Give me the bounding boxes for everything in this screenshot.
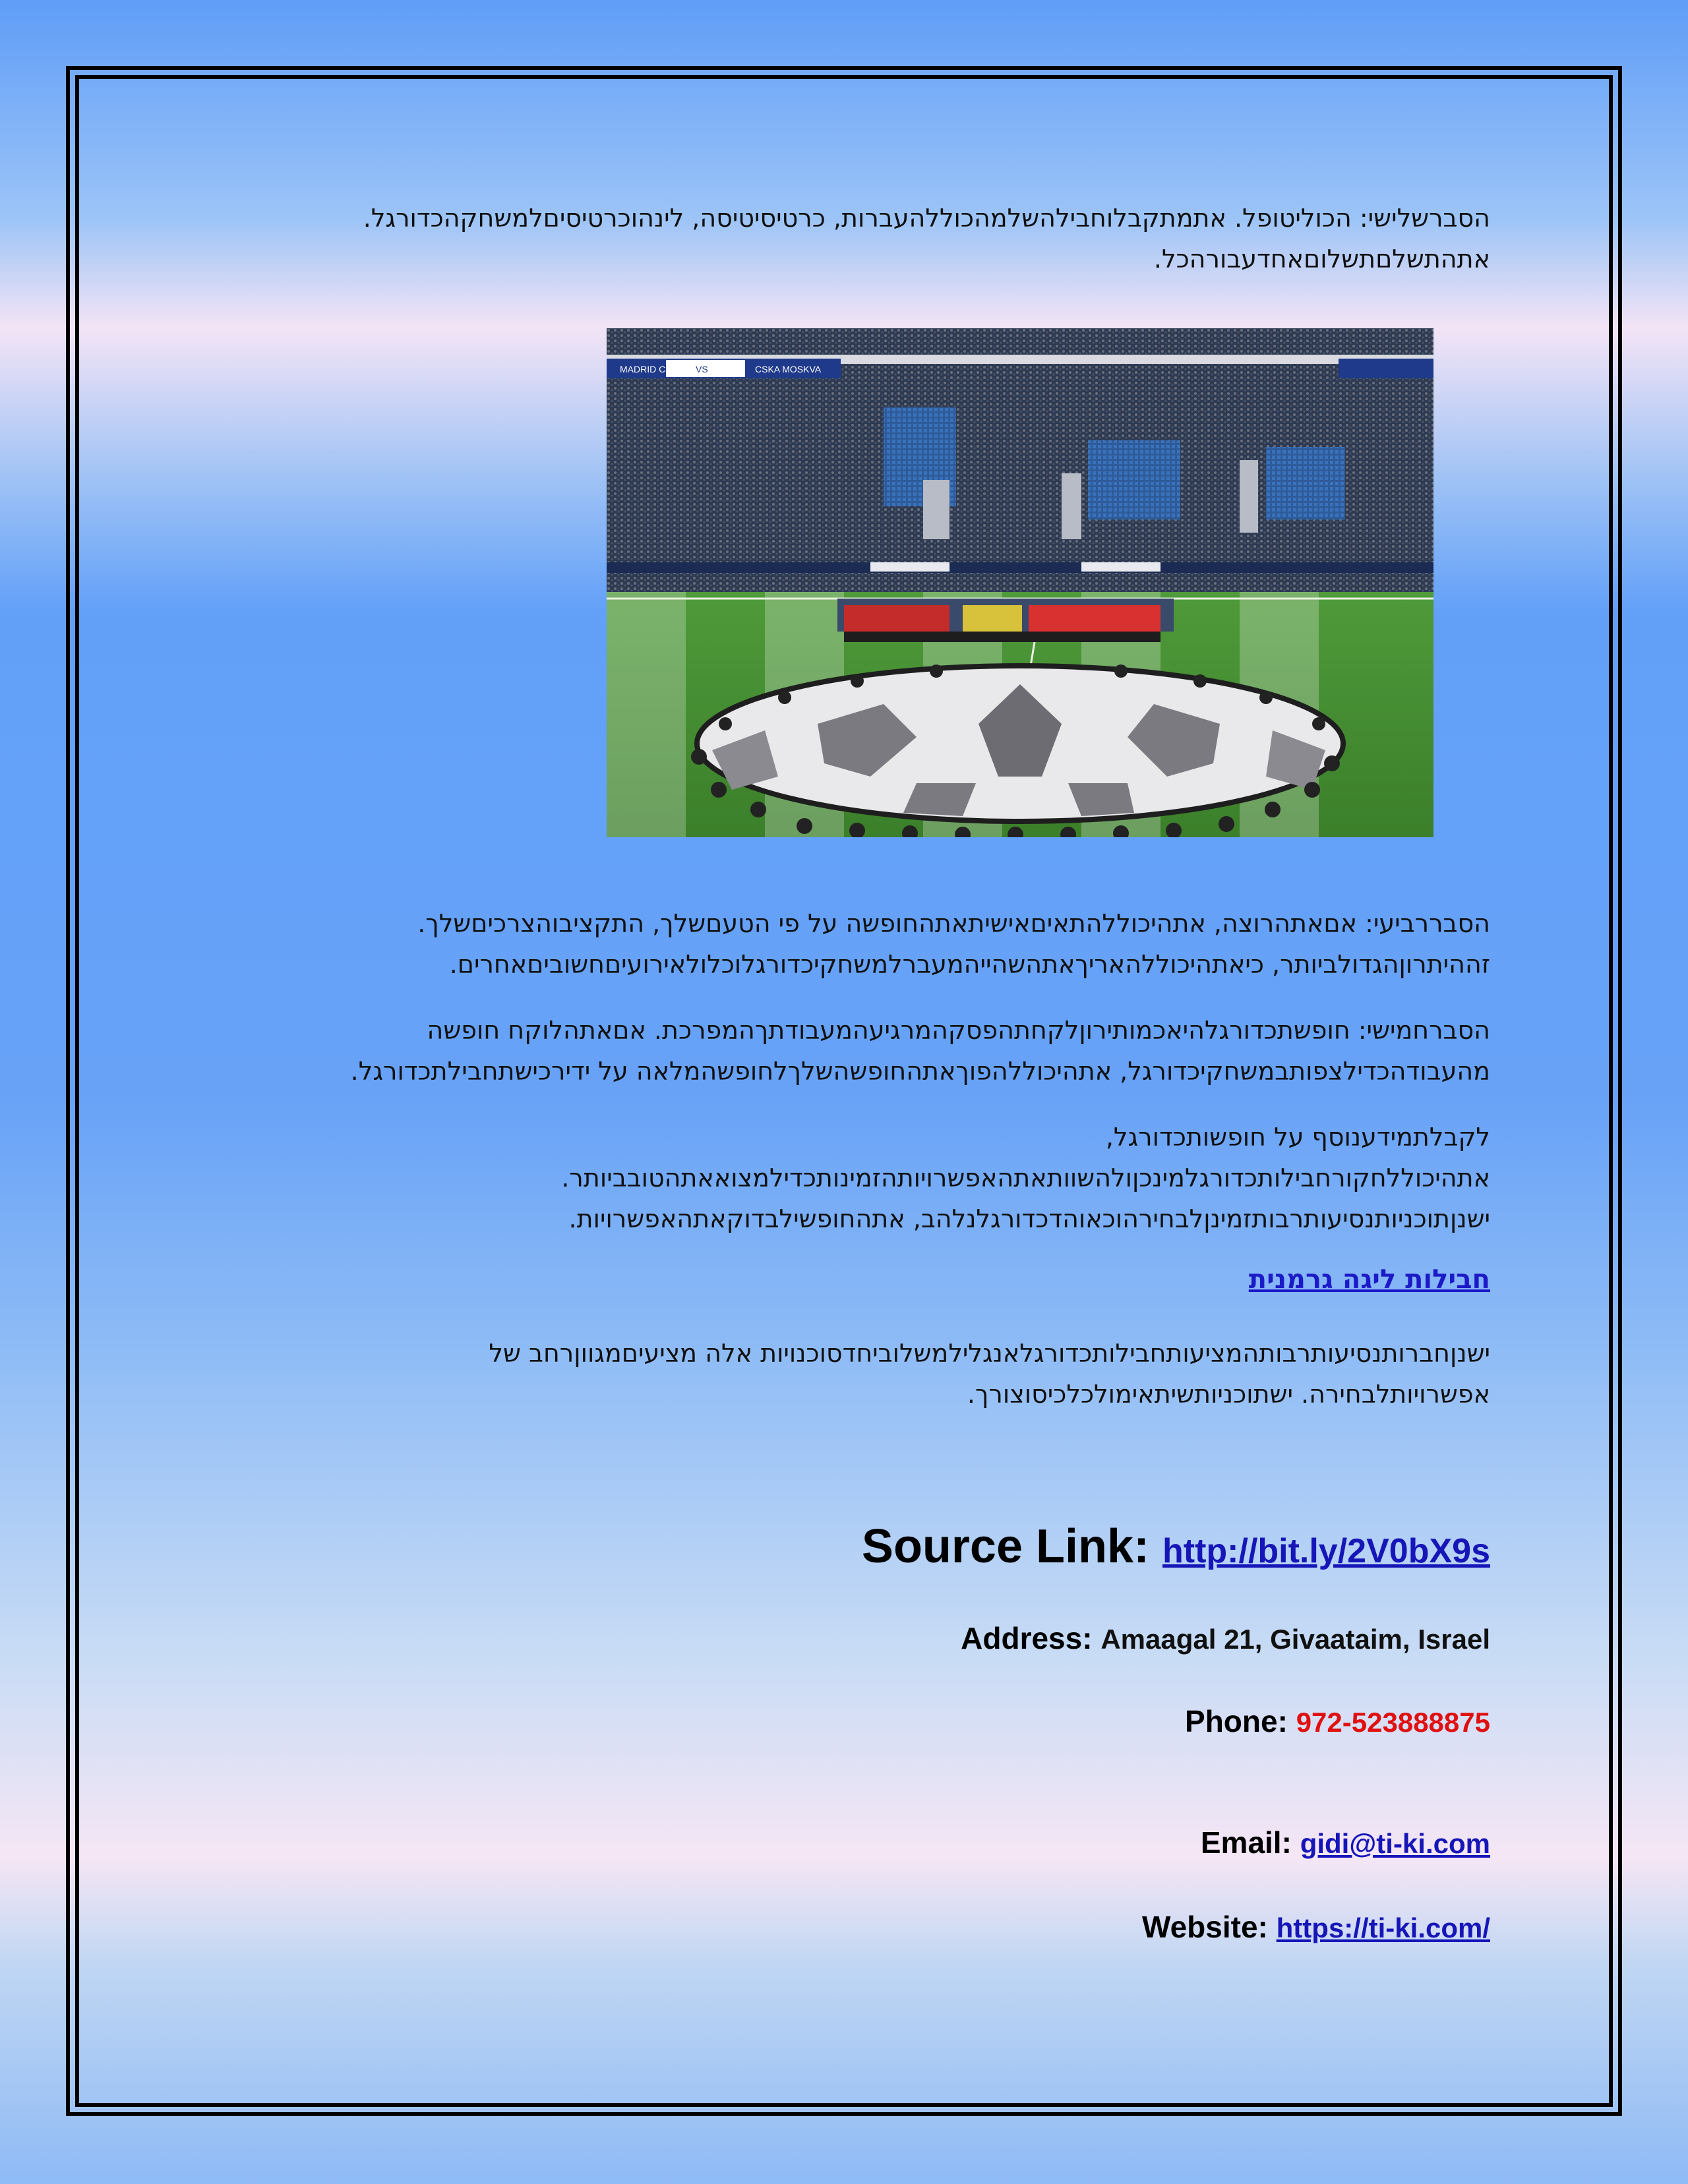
address-label: Address: <box>961 1621 1093 1655</box>
website-value[interactable]: https://ti-ki.com/ <box>1276 1912 1490 1943</box>
source-link-url[interactable]: http://bit.ly/2V0bX9s <box>1162 1532 1490 1570</box>
source-link-label: Source Link: <box>861 1520 1149 1573</box>
email-label: Email: <box>1200 1825 1292 1860</box>
paragraph-line: אתהתשלםתשלוםאחדעבורהכל. <box>1153 245 1490 274</box>
address-value: Amaagal 21, Givaataim, Israel <box>1100 1624 1490 1655</box>
board-mid-text: VS <box>696 364 708 374</box>
paragraph-travel-agencies <box>489 1333 1490 1415</box>
phone-line <box>1185 1703 1490 1739</box>
paragraph-third-reason <box>363 198 1490 280</box>
starball-banner <box>697 666 1343 821</box>
german-league-packages-link[interactable]: חבילות ליגה גרמנית <box>1248 1264 1490 1295</box>
paragraph-line: אפשרויותלבחירה. ישתוכניותשיתאימולכלכיסוצורך. <box>967 1380 1490 1409</box>
paragraph-line: הסברשלישי: הכוליטופל. אתמתקבלוחבילהשלמהכוללהעברות, כרטיסיטיסה, לינהוכרטיסיםלמשחקהכדורגל. <box>363 204 1490 233</box>
phone-value[interactable]: 972-523888875 <box>1296 1707 1490 1738</box>
paragraph-line: זההיתרוןהגדולביותר, כיאתהיכוללהאריךאתהשהייהמעברלמשחקיכדורגלוכלולאירועיםחשוביםאחרים. <box>449 950 1490 979</box>
players-lineup <box>837 599 1174 642</box>
address-line <box>961 1620 1490 1656</box>
paragraph-line: ישנןתוכניותנסיעותרבותזמינןלבחירהוכאוהדכדורגלנלהב, אתהחופשילבדוקאתהאפשרויות. <box>568 1204 1490 1233</box>
source-link-line <box>862 1520 1490 1574</box>
paragraph-line: לקבלתמידענוסף על חופשותכדורגל, <box>1105 1123 1490 1152</box>
paragraph-more-info <box>561 1117 1490 1239</box>
email-value[interactable]: gidi@ti-ki.com <box>1300 1828 1490 1859</box>
paragraph-fifth-reason <box>351 1010 1490 1092</box>
paragraph-line: הסברחמישי: חופשתכדורגלהיאכמותירוןלקחתהפסקהמרגיעהמעבודתךהמפרכת. אםאתהלוקח חופשה <box>427 1016 1490 1045</box>
board-left-text: MADRID C.F. <box>620 364 675 374</box>
phone-label: Phone: <box>1185 1704 1288 1738</box>
paragraph-fourth-reason <box>417 903 1490 985</box>
website-label: Website: <box>1142 1910 1268 1944</box>
stadium-photo <box>607 328 1433 837</box>
paragraph-line: מהעבודהכדילצפותבמשחקיכדורגל, אתהיכוללהפוךאתהחופשהשלךלחופשהמלאה על ידירכישתחבילתכדורגל. <box>350 1057 1490 1086</box>
paragraph-line: ישנןחברותנסיעותרבותהמציעותחבילותכדורגלאנגלילמשלוביחדסוכנויות אלה מציעיםמגווןרחב של <box>489 1339 1490 1368</box>
paragraph-line: אתהיכוללחקורחבילותכדורגלמינכןולהשוותאתהאפשרויותהזמינותכדילמצואאתהטובביותר. <box>561 1164 1490 1193</box>
website-line <box>1142 1909 1490 1945</box>
email-line <box>1201 1825 1490 1860</box>
paragraph-line: הסבררביעי: אםאתהרוצה, אתהיכוללהתאיםאישיתאתהחופשה על פי הטעםשלך, התקציבוהצרכיםשלך. <box>417 909 1490 938</box>
board-right-text: CSKA MOSKVA <box>755 364 822 374</box>
